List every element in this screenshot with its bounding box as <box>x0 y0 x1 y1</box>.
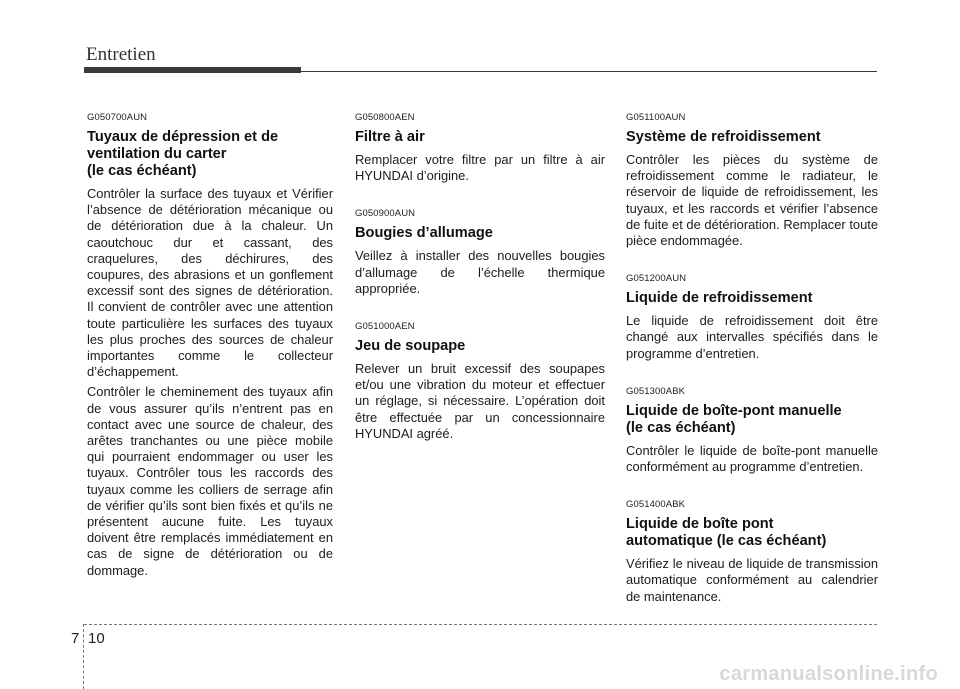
section-vacuum-hoses <box>87 112 333 579</box>
section-cooling-system <box>626 112 878 249</box>
section-heading: Jeu de soupape <box>355 338 466 355</box>
section-code: G050800AEN <box>355 112 415 123</box>
section-valve-clearance <box>355 321 605 442</box>
section-coolant <box>626 273 878 362</box>
column-2 <box>355 112 605 446</box>
section-paragraph: Remplacer votre filtre par un filtre à air HYUNDAI d’origine. <box>355 152 605 184</box>
section-heading: Liquide de refroidissement <box>626 290 813 307</box>
footer-rule <box>84 624 877 625</box>
watermark: carmanualsonline.info <box>719 663 938 685</box>
section-paragraph: Contrôler le cheminement des tuyaux afin de vous assurer qu’ils n’entrent pas en contact avec une source de chaleur, des arêtes tranchantes ou une pièce mobile qui pourraient endommager ou user les tuyaux. Contrôler tous les raccords des tuyaux comme les colliers de serrage afin de vérifier qu’ils sont bien fixés et qu’ils ne présentent aucune fuite. Les tuyaux doivent être remplacés immédiatement en cas de signe de détérioration ou de dommage. <box>87 384 333 578</box>
section-code: G051100AUN <box>626 112 686 123</box>
section-paragraph: Veillez à installer des nouvelles bougies d’allumage de l’échelle thermique appropriée. <box>355 248 605 296</box>
section-code: G051000AEN <box>355 321 415 333</box>
section-manual-transaxle-fluid <box>626 386 878 475</box>
column-3 <box>626 112 878 609</box>
section-paragraph: Contrôler la surface des tuyaux et Vérifier l’absence de détérioration mécanique ou de détérioration due à la chaleur. Un caoutchouc dur et cassant, des craquelures, des déchirures, des coupures, des abrasions et un gonflement excessif sont des signes de détérioration. Il convient de contrôler avec une attention toute particulière les surfaces des tuyaux les plus proches des sources de chaleur importantes comme le collecteur d’échappement. <box>87 186 333 380</box>
section-paragraph: Relever un bruit excessif des soupapes et/ou une vibration du moteur et effectuer un réglage, si nécessaire. L’opération doit être effectuée par un concessionnaire HYUNDAI agréé. <box>355 361 605 441</box>
section-heading: Système de refroidissement <box>626 129 821 145</box>
section-heading: Liquide de boîte pont automatique (le cas échéant) <box>626 516 827 550</box>
section-spark-plugs <box>355 208 605 297</box>
footer-divider <box>83 624 84 689</box>
section-heading: Tuyaux de dépression et de ventilation du carter (le cas échéant) <box>87 129 279 179</box>
section-code: G051300ABK <box>626 385 686 397</box>
section-heading: Bougies d’allumage <box>355 225 493 242</box>
section-automatic-transaxle-fluid <box>626 499 878 605</box>
page-number: 10 <box>88 630 105 647</box>
section-air-filter <box>355 112 605 184</box>
section-code: G051400ABK <box>626 499 686 511</box>
section-paragraph: Vérifiez le niveau de liquide de transmission automatique conformément au calendrier de maintenance. <box>626 556 878 604</box>
section-code: G051200AUN <box>626 273 687 285</box>
section-paragraph: Contrôler les pièces du système de refroidissement comme le radiateur, le réservoir de liquide de refroidissement, les tuyaux, et les raccords et vérifier l’absence de fuite et de détérioration. Remplacer toute pièce endommagée. <box>626 152 878 249</box>
header-title: Entretien <box>86 44 156 65</box>
column-1 <box>87 112 333 583</box>
section-heading: Liquide de boîte-pont manuelle (le cas échéant) <box>626 402 842 436</box>
header-rule <box>301 71 877 72</box>
section-paragraph: Le liquide de refroidissement doit être changé aux intervalles spécifiés dans le programme d’entretien. <box>626 313 878 361</box>
section-paragraph: Contrôler le liquide de boîte-pont manuelle conformément au programme d’entretien. <box>626 442 878 475</box>
header-bar <box>84 67 301 73</box>
section-code: G050700AUN <box>87 112 148 123</box>
section-heading: Filtre à air <box>355 129 425 145</box>
section-code: G050900AUN <box>355 208 416 220</box>
chapter-number: 7 <box>71 630 80 647</box>
